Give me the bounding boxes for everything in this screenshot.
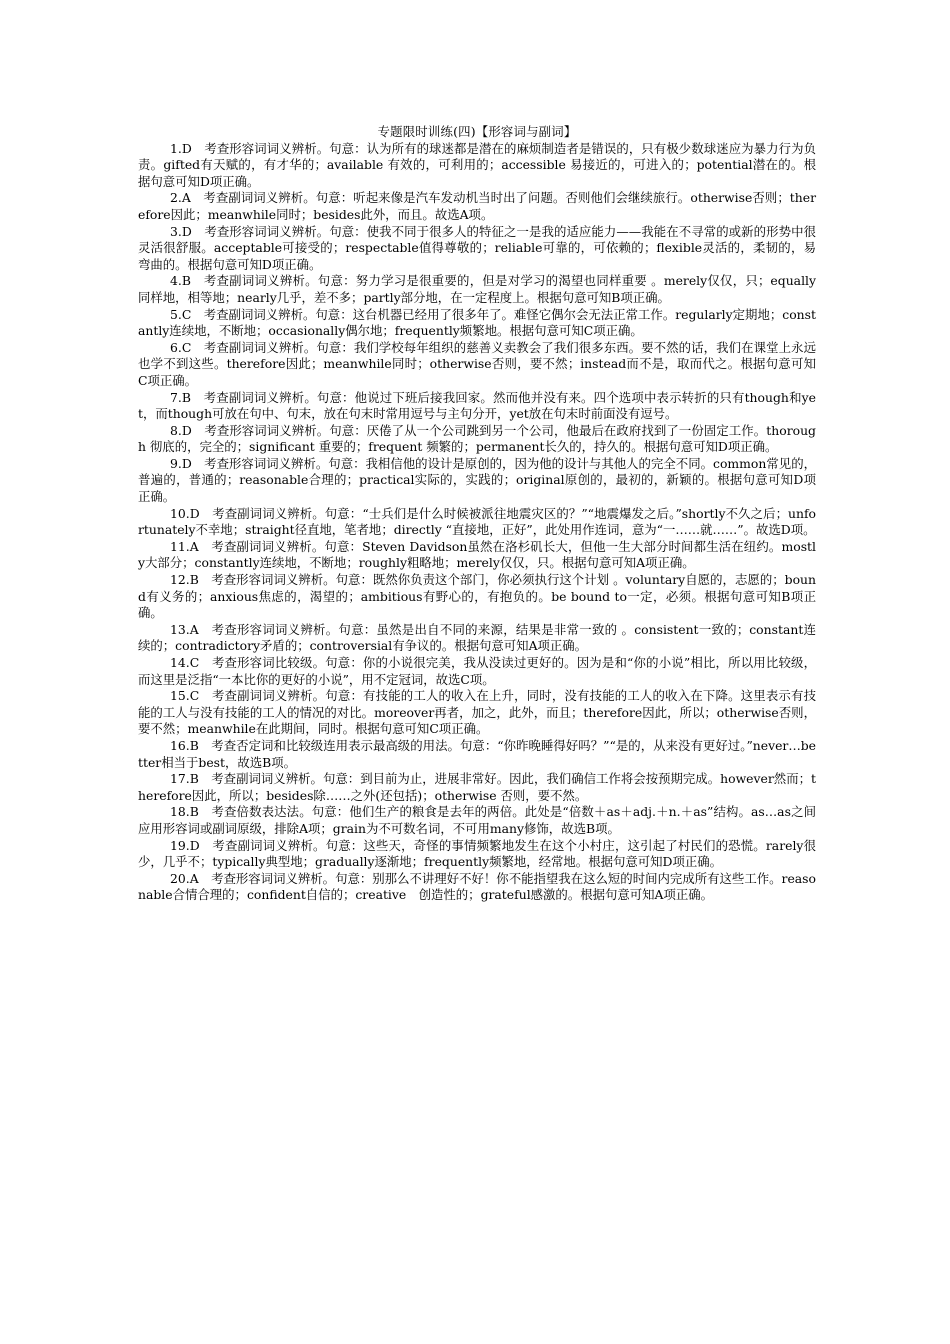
answer-item-19: 19.D 考查副词词义辨析。句意：这些天，奇怪的事情频繁地发生在这个小村庄，这引起了村民们的恐慌。rarely很少，几乎不；typically典型地；gradually逐渐地；frequently频繁地，经常地。根据句意可知D项正确。: [138, 837, 816, 870]
answer-item-6: 6.C 考查副词词义辨析。句意：我们学校每年组织的慈善义卖教会了我们很多东西。要不然的话，我们在课堂上永远也学不到这些。therefore因此；meanwhile同时；otherwise否则，要不然；instead而不是，取而代之。根据句意可知C项正确。: [138, 339, 816, 388]
answer-item-12: 12.B 考查形容词词义辨析。句意：既然你负责这个部门，你必须执行这个计划 。voluntary自愿的，志愿的；bound有义务的；anxious焦虑的，渴望的；ambitious有野心的，有抱负的。be bound to一定，必须。根据句意可知B项正确。: [138, 572, 816, 621]
answer-item-8: 8.D 考查形容词词义辨析。句意：厌倦了从一个公司跳到另一个公司，他最后在政府找到了一份固定工作。thorough 彻底的，完全的；significant 重要的；frequent 频繁的；permanent长久的，持久的。根据句意可知D项正确。: [138, 422, 816, 455]
answer-item-7: 7.B 考查副词词义辨析。句意：他说过下班后接我回家。然而他并没有来。四个选项中表示转折的只有though和yet，而though可放在句中、句末，放在句末时常用逗号与主句分开，yet放在句末时前面没有逗号。: [138, 389, 816, 422]
answer-item-18: 18.B 考查倍数表达法。句意：他们生产的粮食是去年的两倍。此处是“倍数＋as＋adj.＋n.＋as”结构。as…as之间应用形容词或副词原级，排除A项；grain为不可数名词，不可用many修饰，故选B项。: [138, 804, 816, 836]
answer-item-14: 14.C 考查形容词比较级。句意：你的小说很完美，我从没读过更好的。因为是和“你的小说”相比，所以用比较级，而这里是泛指“一本比你的更好的小说”，用不定冠词，故选C项。: [138, 655, 816, 687]
answer-item-4: 4.B 考查副词词义辨析。句意：努力学习是很重要的，但是对学习的渴望也同样重要 。merely仅仅，只；equally同样地，相等地；nearly几乎，差不多；partly部分地，在一定程度上。根据句意可知B项正确。: [138, 273, 816, 305]
document-title: 专题限时训练(四)【形容词与副词】: [377, 124, 577, 139]
answer-item-5: 5.C 考查副词词义辨析。句意：这台机器已经用了很多年了。难怪它偶尔会无法正常工作。regularly定期地；constantly连续地，不断地；occasionally偶尔地；frequently频繁地。根据句意可知C项正确。: [138, 306, 816, 339]
answer-item-20: 20.A 考查形容词词义辨析。句意：别那么不讲理好不好！你不能指望我在这么短的时间内完成所有这些工作。reasonable合情合理的；confident自信的；creative 创造性的；grateful感激的。根据句意可知A项正确。: [138, 870, 816, 903]
document-body: [138, 124, 816, 904]
answer-item-3: 3.D 考查形容词词义辨析。句意：使我不同于很多人的特征之一是我的适应能力——我能在不寻常的或新的形势中很灵活很舒服。acceptable可接受的；respectable值得尊敬的；reliable可靠的，可依赖的；flexible灵活的，柔韧的，易弯曲的。根据句意可知D项正确。: [138, 223, 816, 272]
answer-item-2: 2.A 考查副词词义辨析。句意：听起来像是汽车发动机当时出了问题。否则他们会继续旅行。otherwise否则；therefore因此；meanwhile同时；besides此外，而且。故选A项。: [138, 190, 816, 222]
answer-item-9: 9.D 考查形容词词义辨析。句意：我相信他的设计是原创的，因为他的设计与其他人的完全不同。common常见的，普遍的，普通的；reasonable合理的；practical实际的，实践的；original原创的，最初的，新颖的。根据句意可知D项正确。: [138, 455, 816, 505]
answer-item-17: 17.B 考查副词词义辨析。句意：到目前为止，进展非常好。因此，我们确信工作将会按预期完成。however然而；therefore因此，所以；besides除……之外(还包括)；otherwise 否则，要不然。: [138, 771, 816, 803]
answer-item-1: 1.D 考查形容词词义辨析。句意：认为所有的球迷都是潜在的麻烦制造者是错误的，只有极少数球迷应为暴力行为负责。gifted有天赋的，有才华的；available 有效的，可利用的；accessible 易接近的，可进入的；potential潜在的。根据句意可知D项正确。: [138, 140, 816, 189]
answer-item-15: 15.C 考查副词词义辨析。句意：有技能的工人的收入在上升，同时，没有技能的工人的收入在下降。这里表示有技能的工人与没有技能的工人的情况的对比。moreover再者，加之，此外，而且；therefore因此，所以；otherwise否则，要不然；meanwhile在此期间，同时。根据句意可知C项正确。: [138, 688, 816, 737]
answer-item-16: 16.B 考查否定词和比较级连用表示最高级的用法。句意：“你昨晚睡得好吗？”“是的，从来没有更好过。”never…better相当于best，故选B项。: [138, 737, 816, 770]
answer-item-10: 10.D 考查副词词义辨析。句意：“士兵们是什么时候被派往地震灾区的？”“地震爆发之后。”shortly不久之后；unfortunately不幸地；straight径直地，笔者地；directly “直接地，正好”，此处用作连词，意为“一……就……”。故选D项。: [138, 505, 816, 538]
answer-item-13: 13.A 考查形容词词义辨析。句意：虽然是出自不同的来源，结果是非常一致的 。consistent一致的；constant连续的；contradictory矛盾的；controversial有争议的。根据句意可知A项正确。: [138, 621, 816, 654]
answer-item-11: 11.A 考查副词词义辨析。句意：Steven Davidson虽然在洛杉矶长大，但他一生大部分时间都生活在纽约。mostly大部分；constantly连续地，不断地；roughly粗略地；merely仅仅，只。根据句意可知A项正确。: [138, 538, 816, 571]
